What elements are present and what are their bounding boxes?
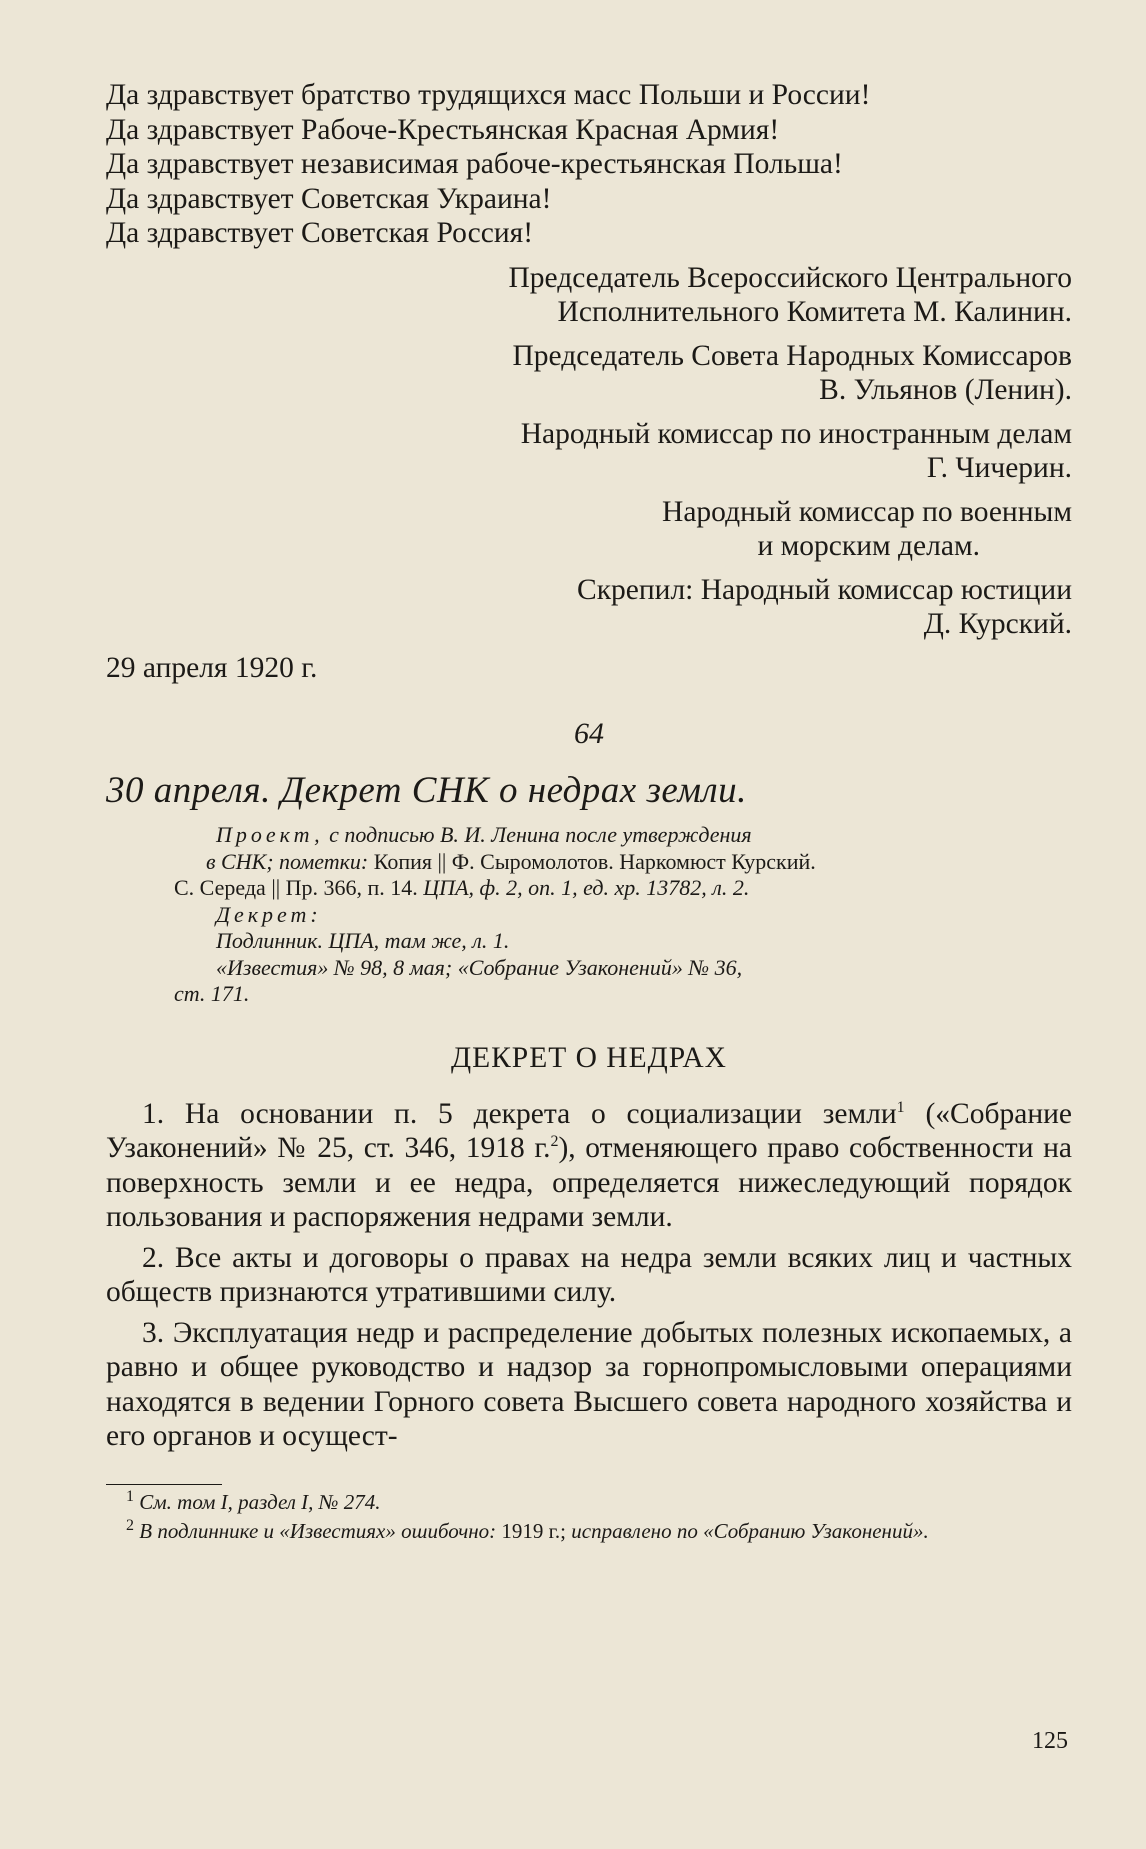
paragraph-2: 2. Все акты и договоры о правах на недра земли всяких лиц и частных обществ признаются утратившими силу. [106, 1241, 1072, 1308]
signature-title: Народный комиссар по иностранным делам [520, 417, 1072, 450]
page-number: 125 [1032, 1728, 1068, 1754]
document-number: 64 [574, 717, 604, 750]
signature-title: Председатель Всероссийского Центрального [508, 261, 1072, 294]
slogan-line: Да здравствует братство трудящихся масс Польши и России! [106, 79, 871, 111]
archival-line-5: Подлинник. ЦПА, там же, л. 1. [216, 928, 510, 953]
footnote-1: $^1$ См. том I, раздел I, № 274. [126, 1487, 381, 1514]
decree-body [106, 1097, 1072, 1454]
top-paragraphs [106, 78, 1072, 251]
slogan-line: Да здравствует Советская Украина! [106, 182, 552, 215]
archival-line-4: Декрет: [216, 901, 322, 927]
signature-title: Народный комиссар по военным [662, 495, 1072, 528]
signature-military [106, 495, 1072, 564]
archival-notes [174, 822, 1072, 1008]
footnote-ref-2: 2 [550, 1133, 559, 1151]
signature-kursky [106, 573, 1072, 642]
paragraph-3: 3. Эксплуатация недр и распределение добытых полезных ископаемых, а равно и общее руководство и надзор за горнопромысловыми операциями находятся в ведении Горного совета Высшего совета народного хозяйства и его органов и осущест- [106, 1316, 1072, 1452]
paragraph-1: 1. На основании п. 5 декрета о социализации земли$^1$ («Собрание Узаконений» № 25, ст. 346, 1918 г.$^2$), отменяющего право собственности на поверхность земли и ее недра, определяется нижеследующий порядок пользования и распоряжения недрами земли. [106, 1097, 1072, 1233]
signature-name: Г. Чичерин. [926, 452, 1072, 484]
footnote-ref-1: 1 [896, 1098, 905, 1116]
archival-line-1: Проект, с подписью В. И. Ленина после утверждения [216, 822, 752, 847]
archival-line-7: ст. 171. [174, 981, 250, 1006]
signature-name: Д. Курский. [923, 608, 1072, 640]
slogan-line: Да здравствует Советская Россия! [106, 217, 534, 249]
footnote-divider [106, 1484, 222, 1485]
slogan-line: Да здравствует Рабоче-Крестьянская Красная Армия! [106, 113, 780, 146]
archival-line-6: «Известия» № 98, 8 мая; «Собрание Узаконений» № 36, [216, 954, 743, 980]
document-page [106, 78, 1072, 1545]
signature-kalinin [106, 261, 1072, 330]
slogan-line: Да здравствует независимая рабоче-крестьянская Польша! [106, 148, 843, 180]
archival-line-2: в СНК; пометки: Копия || Ф. Сыромолотов. Наркомюст Курский. [206, 848, 816, 874]
decree-title: ДЕКРЕТ О НЕДРАХ [450, 1041, 727, 1074]
signature-title: Председатель Совета Народных Комиссаров [512, 339, 1072, 372]
signature-chicherin [106, 417, 1072, 486]
signature-name: и морским делам. [757, 530, 980, 562]
footnote-2: $^2$ В подлиннике и «Известиях» ошибочно: 1919 г.; исправлено по «Собранию Узаконений». [126, 1516, 929, 1543]
signature-name: В. Ульянов (Ленин). [819, 374, 1072, 406]
signature-title: Скрепил: Народный комиссар юстиции [577, 573, 1072, 606]
signature-lenin [106, 339, 1072, 408]
document-heading: 30 апреля. Декрет СНК о недрах земли. [106, 770, 747, 811]
signature-block [106, 261, 1072, 642]
archival-line-3: С. Середа || Пр. 366, п. 14. ЦПА, ф. 2, оп. 1, ед. хр. 13782, л. 2. [174, 875, 750, 900]
signature-name: Исполнительного Комитета М. Калинин. [557, 296, 1072, 328]
document-date: 29 апреля 1920 г. [106, 651, 318, 684]
